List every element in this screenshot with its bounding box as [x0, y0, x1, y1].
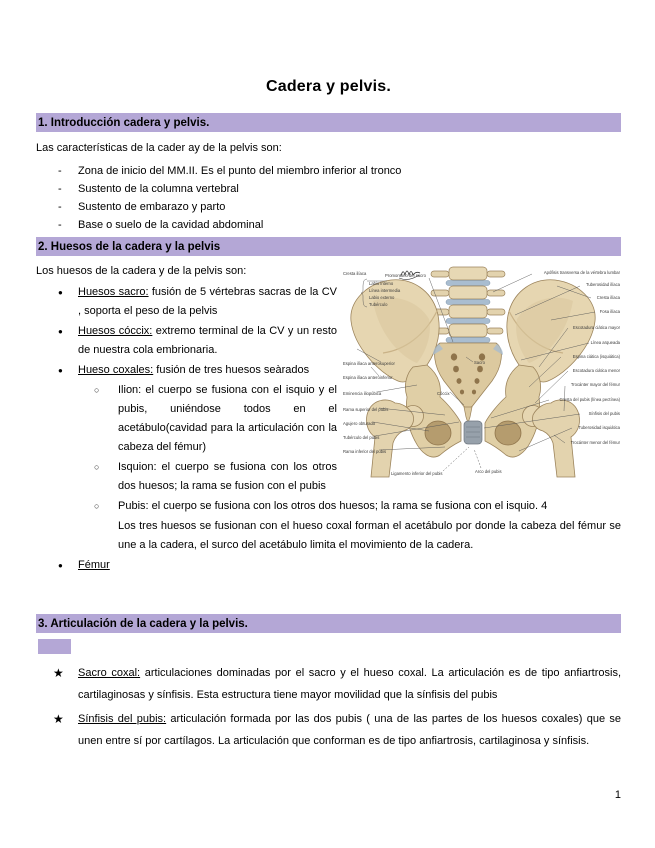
list-item [36, 322, 621, 360]
dash-bullet: - [58, 201, 62, 213]
term: Hueso coxales: [78, 364, 154, 376]
figure-label: Tuberosidad isquiática [578, 425, 620, 430]
term: Fémur [78, 559, 110, 571]
list-item [36, 162, 621, 180]
list-item-text: Sustento de embarazo y parto [78, 201, 226, 213]
list-item-text: Base o suelo de la cavidad abdominal [78, 219, 264, 231]
section-heading-3: 3. Articulación de la cadera y la pelvis. [36, 614, 621, 633]
circle-bullet: ○ [94, 462, 100, 472]
figure-label: Espina ilíaca anteroinferior [343, 375, 393, 380]
figure-label: Espina ilíaca anterosuperior [343, 361, 395, 366]
dash-bullet: - [58, 183, 62, 195]
figure-label: Tubérculo [369, 302, 388, 307]
definition: extremo terminal de la CV y un resto de nuestra cola embrionaria. [78, 325, 337, 356]
figure-label: Sacro [474, 360, 485, 365]
figure-label: Trocánter menor del fémur [570, 440, 620, 445]
sublist-item-text: Isquion: el cuerpo se fusiona con los otros dos huesos; la rama se fusion con el pubis [118, 461, 337, 492]
sublist-item-text: Ilion: el cuerpo se fusiona con el isquio y el pubis, uniéndose todos en el acetábulo(cavidad para la articulación con la cabeza del fémur) [118, 384, 337, 453]
figure-label: Cresta ilíaca [596, 295, 620, 300]
figure-label: Espina ciática (isquiática) [572, 354, 620, 359]
list-item [36, 708, 621, 752]
sublist-item-text: Pubis: el cuerpo se fusiona con los otros dos huesos; la rama se fusiona con el isquio. 4 [118, 500, 548, 512]
definition: fusión de 5 vértebras sacras de la CV , soporta el peso de la pelvis [78, 286, 338, 317]
figure-label: Cresta del pubis (línea pectínea) [559, 397, 620, 402]
highlight-block [38, 639, 71, 654]
section-2-list [36, 283, 621, 380]
figure-label: Escotadura ciática mayor [572, 325, 620, 330]
figure-label: Tubérculo del pubis [343, 435, 380, 440]
dot-bullet: ● [58, 561, 63, 570]
figure-label: Línea intermedia [369, 288, 401, 293]
page-content [36, 0, 621, 754]
definition: articulaciones dominadas por el sacro y el hueso coxal. La articulación es de tipo anfiartrosis, cartilaginosas y sínfisis. Esta estructura tiene mayor movilidad que la sínfisis del pubis [78, 667, 622, 701]
section-2-sublist [36, 381, 621, 516]
figure-label: Apófisis transversa de la vértebra lumbar [543, 270, 620, 275]
term: Sacro coxal: [78, 667, 141, 679]
section-2-list-end [36, 556, 621, 575]
list-item [36, 180, 621, 198]
figure-label: Rama superior del pubis [343, 407, 389, 412]
dot-bullet: ● [58, 366, 63, 375]
dash-bullet: - [58, 219, 62, 231]
figure-label: Tuberosidad ilíaca [585, 282, 620, 287]
figure-label: Agujero obturado [343, 421, 376, 426]
term: Huesos cóccix: [78, 325, 153, 337]
figure-label: Arco del pubis [475, 469, 502, 474]
section-3-list [36, 662, 621, 752]
list-item-text: Zona de inicio del MM.II. Es el punto del miembro inferior al tronco [78, 165, 402, 177]
list-item [36, 458, 621, 496]
section-2-body [36, 263, 621, 576]
figure-label: Sínfisis del pubis [588, 411, 620, 416]
dash-bullet: - [58, 165, 62, 177]
figure-label: Labio interno [369, 281, 394, 286]
list-item [36, 662, 621, 706]
figure-label: Fosa ilíaca [599, 309, 620, 314]
section-heading-2: 2. Huesos de la cadera y la pelvis [36, 237, 621, 256]
list-item [36, 361, 621, 380]
list-item [36, 556, 621, 575]
section-2-intro: Los huesos de la cadera y de la pelvis son: [36, 265, 247, 277]
list-item [36, 381, 621, 457]
dot-bullet: ● [58, 327, 63, 336]
list-item [36, 497, 621, 516]
star-bullet: ★ [53, 666, 64, 680]
sublist-continuation: Los tres huesos se fusionan con el hueso coxal forman el acetábulo por donde la cabeza del fémur se une a la cadera, el surco del acetábulo limita el movimiento de la cadera. [118, 520, 621, 551]
figure-label: Eminencia iliopúbica [343, 391, 382, 396]
definition: fusión de tres huesos seàrados [153, 364, 310, 376]
definition: articulación formada por las dos pubis ( una de las partes de los huesos coxales) que se unen entre sí por cartílagos. La articulación que conforman es de tipo anfiartrosis, cartilaginosa y sínfisis. [78, 713, 621, 747]
figure-label: Labio externo [369, 295, 395, 300]
figure-label: Cresta ilíaca [343, 271, 367, 276]
list-item-text: Sustento de la columna vertebral [78, 183, 239, 195]
figure-label: Ligamento inferior del pubis [391, 471, 443, 476]
figure-label: Promontorio del sacro [385, 273, 426, 278]
list-item [36, 283, 621, 321]
circle-bullet: ○ [94, 501, 100, 511]
section-1-list [36, 162, 621, 234]
figure-label: Cóccix [437, 391, 450, 396]
term: Huesos sacro: [78, 286, 149, 298]
list-item [36, 216, 621, 234]
figure-label: Escotadura ciática menor [572, 368, 620, 373]
page-number: 1 [614, 789, 621, 801]
term: Sínfisis del pubis: [78, 713, 167, 725]
section-1-intro: Las características de la cader ay de la pelvis son: [36, 142, 282, 154]
dot-bullet: ● [58, 288, 63, 297]
section-heading-1: 1. Introducción cadera y pelvis. [36, 113, 621, 132]
figure-label: Línea arqueada [590, 340, 620, 345]
figure-label: Rama inferior del pubis [343, 449, 387, 454]
star-bullet: ★ [53, 712, 64, 726]
list-item [36, 198, 621, 216]
page-title: Cadera y pelvis. [265, 78, 392, 95]
circle-bullet: ○ [94, 385, 100, 395]
figure-label: Trocánter mayor del fémur [570, 382, 620, 387]
